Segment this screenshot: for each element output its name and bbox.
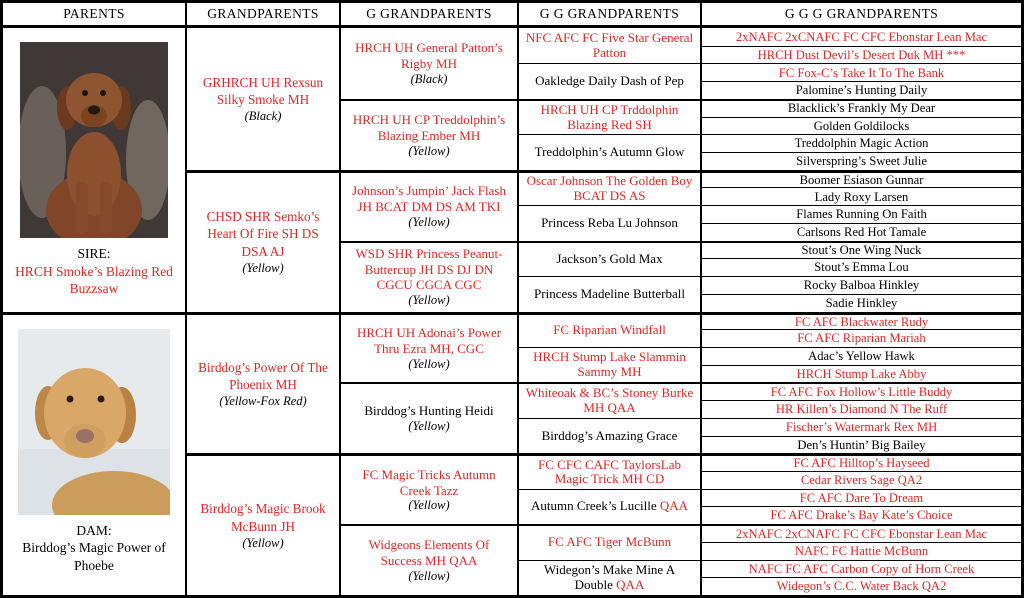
dog-name: Autumn Creek’s Lucille	[530, 498, 657, 514]
dog-name: NAFC FC Hattie McBunn	[794, 543, 929, 558]
ggg-grandparent-cell	[700, 382, 1021, 400]
dog-name: Rocky Balboa Hinkley	[803, 278, 920, 293]
ggg-grandparent-cell	[700, 524, 1021, 542]
gg-grandparent-cell	[517, 205, 700, 240]
dog-name: FC Fox-C’s Take It To The Bank	[778, 65, 945, 80]
dog-name: Palomine’s Hunting Daily	[795, 83, 928, 98]
sire-name: HRCH Smoke’s Blazing Red Buzzsaw	[15, 263, 173, 297]
sire-caption	[3, 245, 185, 298]
dog-name: FC AFC Hilltop’s Hayseed	[793, 456, 930, 471]
dog-name: HRCH Stump Lake Slammin Sammy MH	[533, 349, 686, 380]
g-grandparent-cell	[339, 312, 517, 383]
dog-name: Treddolphin Magic Action	[794, 136, 929, 151]
dog-name: Boomer Esiason Gunnar	[799, 172, 924, 187]
dog-name: Oscar Johnson The Golden Boy BCAT DS AS	[526, 173, 693, 203]
column-title: GRANDPARENTS	[207, 6, 319, 22]
dog-name: Silverspring’s Sweet Julie	[796, 154, 927, 169]
dog-name: GRHRCH UH Rexsun Silky Smoke MH	[202, 74, 324, 107]
coat-color-note: (Black)	[410, 71, 448, 86]
header-col-grandparents	[185, 3, 339, 28]
dog-name: Carlsons Red Hot Tamale	[796, 224, 927, 239]
dog-name: Cedar Rivers Sage QA2	[800, 473, 923, 488]
g-grandparent-cell	[339, 28, 517, 99]
ggg-grandparent-cell	[700, 81, 1021, 99]
gg-grandparent-cell	[517, 134, 700, 169]
title-suffix: QAA	[616, 576, 645, 592]
dam-name: Birddog’s Magic Power of Phoebe	[22, 540, 166, 573]
dog-name: Lady Roxy Larsen	[814, 189, 909, 204]
dog-name: HRCH UH Adonai’s Power Thru Ezra MH, CGC	[356, 324, 502, 356]
ggg-grandparent-cell	[700, 329, 1021, 347]
dog-name: HRCH Dust Devil’s Desert Duk MH ***	[757, 47, 966, 62]
ggg-grandparent-cell	[700, 453, 1021, 471]
dog-name: HRCH Stump Lake Abby	[796, 366, 927, 381]
dog-name: Birddog’s Hunting Heidi	[364, 403, 494, 419]
gg-grandparent-cell	[517, 99, 700, 134]
ggg-grandparent-cell	[700, 294, 1021, 312]
ggg-grandparent-cell	[700, 436, 1021, 454]
g-grandparent-cell	[339, 524, 517, 595]
ggg-grandparent-cell	[700, 63, 1021, 81]
dog-name: Fischer’s Watermark Rex MH	[785, 419, 938, 434]
ggg-grandparent-cell	[700, 241, 1021, 259]
dog-name: Birddog’s Amazing Grace	[541, 427, 678, 443]
grandparent-cell	[185, 453, 339, 595]
gg-grandparent-cell	[517, 382, 700, 417]
dog-name: Den’s Huntin’ Big Bailey	[797, 437, 926, 452]
gg-grandparent-cell	[517, 453, 700, 488]
ggg-grandparent-cell	[700, 347, 1021, 365]
ggg-grandparent-cell	[700, 542, 1021, 560]
coat-color-note: (Yellow)	[408, 293, 450, 308]
sire-label: SIRE:	[77, 246, 111, 261]
dog-name: 2xNAFC 2xCNAFC FC CFC Ebonstar Lean Mac	[735, 29, 988, 44]
dog-name: Treddolphin’s Autumn Glow	[534, 144, 685, 160]
dog-name: Birddog’s Magic Brook McBunn JH	[200, 501, 326, 534]
title-suffix: QAA	[659, 498, 689, 514]
gg-grandparent-cell	[517, 418, 700, 453]
header-col-g-grandparents	[339, 3, 517, 28]
dog-name: Blacklick’s Frankly My Dear	[787, 101, 936, 116]
ggg-grandparent-cell	[700, 134, 1021, 152]
ggg-grandparent-cell	[700, 170, 1021, 188]
coat-color-note: (Yellow)	[408, 356, 450, 371]
dog-name: Widgeons Elements Of Success MH QAA	[368, 537, 490, 568]
g-grandparent-cell	[339, 453, 517, 524]
coat-color-note: (Black)	[244, 108, 282, 123]
dog-name: HR Killen’s Diamond N The Ruff	[775, 402, 948, 417]
gg-grandparent-cell	[517, 560, 700, 595]
gg-grandparent-cell	[517, 489, 700, 524]
dog-name: Golden Goldilocks	[813, 118, 910, 133]
column-title: G G G GRANDPARENTS	[784, 6, 939, 22]
dam-photo	[18, 329, 170, 515]
dog-name: Princess Madeline Butterball	[534, 285, 685, 301]
ggg-grandparent-cell	[700, 46, 1021, 64]
coat-color-note: (Yellow)	[408, 214, 450, 229]
ggg-grandparent-cell	[700, 258, 1021, 276]
dog-name: FC AFC Riparian Mariah	[797, 331, 926, 346]
dog-name: Adac’s Yellow Hawk	[808, 349, 915, 363]
dog-name: HRCH UH CP Trddolphin Blazing Red SH	[540, 101, 679, 132]
grandparent-cell	[185, 312, 339, 454]
dog-name: FC AFC Drake’s Bay Kate’s Choice	[770, 508, 953, 523]
ggg-grandparent-cell	[700, 312, 1021, 330]
coat-color-note: (Yellow)	[408, 568, 450, 583]
dog-name: HRCH UH General Patton’s Rigby MH	[355, 39, 503, 71]
ggg-grandparent-cell	[700, 560, 1021, 578]
g-grandparent-cell	[339, 99, 517, 170]
ggg-grandparent-cell	[700, 223, 1021, 241]
coat-color-note: (Yellow)	[408, 498, 450, 513]
header-col-gg-grandparents	[517, 3, 700, 28]
g-grandparent-cell	[339, 382, 517, 453]
dog-name: Sadie Hinkley	[825, 295, 898, 310]
dog-name: FC AFC Tiger McBunn	[547, 534, 672, 550]
dog-name: HRCH UH CP Treddolphin’s Blazing Ember MH	[352, 111, 506, 143]
gg-grandparent-cell	[517, 63, 700, 98]
gg-grandparent-cell	[517, 524, 700, 559]
dog-name: FC CFC CAFC TaylorsLab Magic Trick MH CD	[538, 456, 681, 487]
dog-name: FC Riparian Windfall	[553, 322, 666, 338]
ggg-grandparent-cell	[700, 152, 1021, 170]
gg-grandparent-cell	[517, 28, 700, 63]
column-title: G GRANDPARENTS	[366, 6, 492, 22]
dog-name: 2xNAFC 2xCNAFC FC CFC Ebonstar Lean Mac	[735, 526, 988, 541]
column-title: G G GRANDPARENTS	[539, 6, 680, 22]
dog-name: Widegon’s Make Mine A Double	[543, 561, 676, 592]
dog-name: Widegon’s C.C. Water Back QA2	[776, 579, 947, 594]
ggg-grandparent-cell	[700, 187, 1021, 205]
dog-name: Flames Running On Faith	[796, 207, 927, 222]
coat-color-note: (Yellow-Fox Red)	[219, 393, 307, 408]
ggg-grandparent-cell	[700, 276, 1021, 294]
gg-grandparent-cell	[517, 312, 700, 347]
dog-name: Whiteoak & BC’s Stoney Burke MH QAA	[525, 385, 694, 416]
gg-grandparent-cell	[517, 347, 700, 382]
dog-name: Johnson’s Jumpin’ Jack Flash JH BCAT DM DS AM TKI	[352, 183, 506, 215]
column-title: PARENTS	[63, 6, 125, 22]
dam-label: DAM:	[76, 522, 112, 538]
dam-caption	[3, 522, 185, 575]
coat-color-note: (Yellow)	[408, 419, 450, 434]
sire-cell	[3, 28, 185, 312]
sire-photo	[20, 42, 168, 238]
header-col-ggg-grandparents	[700, 3, 1021, 28]
coat-color-note: (Yellow)	[242, 535, 284, 550]
ggg-grandparent-cell	[700, 471, 1021, 489]
dog-name: Stout’s Emma Lou	[814, 260, 909, 275]
dog-name: Birddog’s Power Of The Phoenix MH	[198, 359, 328, 392]
coat-color-note: (Yellow)	[242, 260, 284, 275]
header-col-parents	[3, 3, 185, 28]
dog-name: Princess Reba Lu Johnson	[541, 214, 678, 230]
grandparent-cell	[185, 170, 339, 312]
dam-cell	[3, 312, 185, 596]
g-grandparent-cell	[339, 170, 517, 241]
ggg-grandparent-cell	[700, 28, 1021, 46]
dog-name: NFC AFC FC Five Star General Patton	[525, 29, 694, 60]
ggg-grandparent-cell	[700, 365, 1021, 383]
ggg-grandparent-cell	[700, 99, 1021, 117]
gg-grandparent-cell	[517, 241, 700, 276]
gg-grandparent-cell	[517, 170, 700, 205]
ggg-grandparent-cell	[700, 117, 1021, 135]
dog-name: Oakledge Daily Dash of Pep	[535, 73, 684, 89]
gg-grandparent-cell	[517, 276, 700, 311]
grandparent-cell	[185, 28, 339, 170]
ggg-grandparent-cell	[700, 400, 1021, 418]
g-grandparent-cell	[339, 241, 517, 312]
ggg-grandparent-cell	[700, 418, 1021, 436]
coat-color-note: (Yellow)	[408, 143, 450, 158]
ggg-grandparent-cell	[700, 489, 1021, 507]
dog-name: NAFC FC AFC Carbon Copy of Horn Creek	[748, 561, 975, 576]
dog-name: Stout’s One Wing Nuck	[801, 243, 922, 258]
dog-name: FC AFC Dare To Dream	[799, 490, 924, 505]
dog-name: WSD SHR Princess Peanut-Buttercup JH DS DJ DN CGCU CGCA CGC	[355, 245, 503, 293]
ggg-grandparent-cell	[700, 205, 1021, 223]
dog-name: FC AFC Blackwater Rudy	[794, 314, 929, 329]
dog-name: FC Magic Tricks Autumn Creek Tazz	[362, 466, 496, 498]
dog-name: FC AFC Fox Hollow’s Little Buddy	[770, 384, 953, 399]
dog-name: CHSD SHR Semko’s Heart Of Fire SH DS DSA AJ	[206, 209, 320, 259]
ggg-grandparent-cell	[700, 506, 1021, 524]
ggg-grandparent-cell	[700, 577, 1021, 595]
dog-name: Jackson’s Gold Max	[556, 250, 663, 266]
